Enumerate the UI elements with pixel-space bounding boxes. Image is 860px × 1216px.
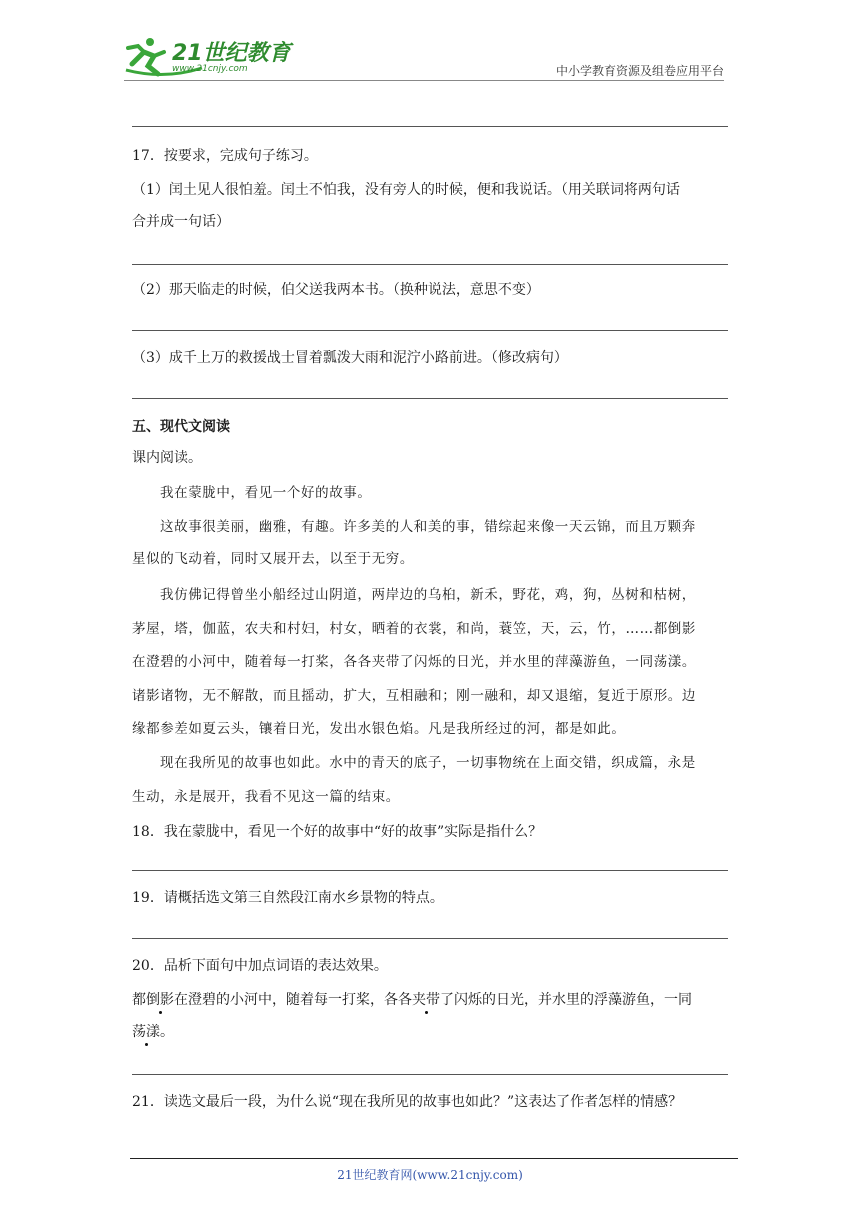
passage-paragraph-3-line3: 在澄碧的小河中，随着每一打桨，各各夹带了闪烁的日光，并水里的萍藻游鱼，一同荡漾。 <box>132 654 696 670</box>
answer-line <box>132 398 728 399</box>
header-divider <box>124 80 724 81</box>
dotted-word: 倒影 <box>146 992 174 1008</box>
question-17-part1-line1: （1）闰土见人很怕羞。闰土不怕我，没有旁人的时候，便和我说话。（用关联词将两句话 <box>132 182 680 198</box>
passage-paragraph-4-line2: 生动，永是展开，我看不见这一篇的结束。 <box>132 789 400 805</box>
answer-line <box>132 330 728 331</box>
passage-paragraph-3-line2: 茅屋，塔，伽蓝，农夫和村妇，村女，晒着的衣裳，和尚，蓑笠，天，云，竹，……都倒影 <box>132 621 696 637</box>
question-19: 19．请概括选文第三自然段江南水乡景物的特点。 <box>132 890 444 906</box>
question-20-stem: 20．品析下面句中加点词语的表达效果。 <box>132 958 388 974</box>
passage-paragraph-2-line1: 这故事很美丽，幽雅，有趣。许多美的人和美的事，错综起来像一天云锦，而且万颗奔 <box>160 519 696 535</box>
question-21: 21．读选文最后一段，为什么说“现在我所见的故事也如此？”这表达了作者怎样的情感？ <box>132 1094 683 1110</box>
answer-line <box>132 938 728 939</box>
question-17-part2: （2）那天临走的时候，伯父送我两本书。（换种说法，意思不变） <box>132 282 540 298</box>
passage-paragraph-3-line1: 我仿佛记得曾坐小船经过山阴道，两岸边的乌桕，新禾，野花，鸡，狗，丛树和枯树， <box>160 587 696 603</box>
passage-paragraph-3-line5: 缘都参差如夏云头，镶着日光，发出水银色焰。凡是我所经过的河，都是如此。 <box>132 721 626 737</box>
question-17-part1-line2: 合并成一句话） <box>132 214 230 230</box>
answer-line <box>132 126 728 127</box>
dotted-word: 荡漾 <box>132 1024 160 1040</box>
dotted-word: 夹带 <box>412 992 440 1008</box>
passage-paragraph-2-line2: 星似的飞动着，同时又展开去，以至于无穷。 <box>132 551 414 567</box>
question-20-sentence-line1: 都倒影在澄碧的小河中，随着每一打桨，各各夹带了闪烁的日光，并水里的浮藻游鱼，一同 <box>132 992 692 1008</box>
logo-text: 21世纪教育 <box>172 41 291 66</box>
passage-paragraph-1: 我在蒙胧中，看见一个好的故事。 <box>160 485 372 501</box>
footer-divider <box>130 1158 738 1159</box>
answer-line <box>132 264 728 265</box>
question-20-sentence-line2: 荡漾。 <box>132 1024 174 1040</box>
answer-line <box>132 870 728 871</box>
section-title: 五、现代文阅读 <box>132 419 230 435</box>
footer-text: 21世纪教育网(www.21cnjy.com) <box>337 1168 523 1182</box>
answer-line <box>132 1074 728 1075</box>
passage-paragraph-3-line4: 诸影诸物，无不解散，而且摇动，扩大，互相融和；刚一融和，却又退缩，复近于原形。边 <box>132 688 696 704</box>
passage-paragraph-4-line1: 现在我所见的故事也如此。水中的青天的底子，一切事物统在上面交错，织成篇，永是 <box>160 755 696 771</box>
question-17-stem: 17．按要求，完成句子练习。 <box>132 148 318 164</box>
logo-url: www.21cnjy.com <box>172 64 248 74</box>
question-17-part3: （3）成千上万的救援战士冒着瓢泼大雨和泥泞小路前进。（修改病句） <box>132 350 568 366</box>
platform-label: 中小学教育资源及组卷应用平台 <box>555 64 724 78</box>
reading-intro: 课内阅读。 <box>132 450 202 466</box>
question-18: 18．我在蒙胧中，看见一个好的故事中“好的故事”实际是指什么？ <box>132 824 543 840</box>
